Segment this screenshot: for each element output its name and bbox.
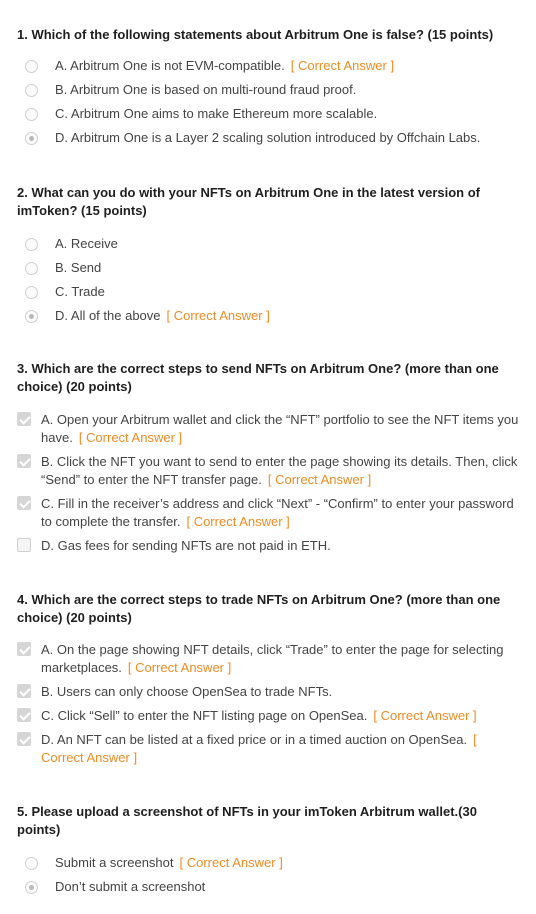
question-1 xyxy=(17,26,522,147)
option-2d[interactable] xyxy=(17,307,522,325)
correct-answer-marker: [ Correct Answer ] xyxy=(179,855,283,870)
option-label: B. Arbitrum One is based on multi-round fraud proof. xyxy=(55,82,357,97)
option-2a[interactable] xyxy=(17,235,522,253)
radio-button[interactable] xyxy=(25,84,38,97)
checkbox-checked[interactable] xyxy=(17,732,31,746)
option-label: B. Users can only choose OpenSea to trade NFTs. xyxy=(41,684,333,699)
option-2b[interactable] xyxy=(17,259,522,277)
radio-button[interactable] xyxy=(25,108,38,121)
option-label: D. Arbitrum One is a Layer 2 scaling solution introduced by Offchain Labs. xyxy=(55,130,481,145)
question-title: 3. Which are the correct steps to send NFTs on Arbitrum One? (more than one choice) (20 points) xyxy=(17,361,499,394)
radio-button[interactable] xyxy=(25,286,38,299)
correct-answer-marker: [ Correct Answer ] xyxy=(78,430,183,445)
correct-answer-marker: [ Correct Answer ] xyxy=(290,58,395,73)
question-title: 1. Which of the following statements about Arbitrum One is false? (15 points) xyxy=(17,27,494,42)
option-label: D. An NFT can be listed at a fixed price or in a timed auction on OpenSea. xyxy=(41,732,468,747)
option-label: C. Click “Sell” to enter the NFT listing page on OpenSea. xyxy=(41,708,368,723)
option-label: B. Send xyxy=(55,260,102,275)
radio-button-selected[interactable] xyxy=(25,881,38,894)
option-label: A. On the page showing NFT details, click “Trade” to enter the page for selecting marketplaces. xyxy=(41,642,504,675)
option-2c[interactable] xyxy=(17,283,522,301)
checkbox-checked[interactable] xyxy=(17,412,31,426)
option-label: B. Click the NFT you want to send to enter the page showing its details. Then, click “Send” to enter the NFT transfer page. xyxy=(41,454,518,487)
checkbox-checked[interactable] xyxy=(17,454,31,468)
option-label: A. Receive xyxy=(55,236,118,251)
option-label: C. Fill in the receiver’s address and click “Next” - “Confirm” to enter your password to complete the transfer. xyxy=(41,496,514,529)
option-label: C. Arbitrum One aims to make Ethereum more scalable. xyxy=(55,106,378,121)
correct-answer-marker: [ Correct Answer ] xyxy=(166,308,270,323)
question-5 xyxy=(17,803,522,896)
radio-button[interactable] xyxy=(25,857,38,870)
option-1c[interactable] xyxy=(17,105,522,123)
option-4a[interactable] xyxy=(17,641,522,677)
option-4b[interactable] xyxy=(17,683,522,701)
question-4 xyxy=(17,591,522,767)
checkbox-checked[interactable] xyxy=(17,684,31,698)
question-title: 5. Please upload a screenshot of NFTs in your imToken Arbitrum wallet.(30 points) xyxy=(17,804,477,837)
option-3d[interactable] xyxy=(17,537,522,555)
checkbox-checked[interactable] xyxy=(17,642,31,656)
option-label: A. Open your Arbitrum wallet and click the “NFT” portfolio to see the NFT items you have. xyxy=(41,412,519,445)
radio-button[interactable] xyxy=(25,262,38,275)
option-3a[interactable] xyxy=(17,411,522,447)
correct-answer-marker: [ Correct Answer ] xyxy=(267,472,372,487)
correct-answer-marker: [ Correct Answer ] xyxy=(41,732,477,765)
option-label: A. Arbitrum One is not EVM-compatible. xyxy=(55,58,285,73)
checkbox[interactable] xyxy=(17,538,31,552)
option-5b[interactable] xyxy=(17,878,522,896)
question-title: 4. Which are the correct steps to trade NFTs on Arbitrum One? (more than one choice) (20 points) xyxy=(17,592,501,625)
option-3b[interactable] xyxy=(17,453,522,489)
option-4d[interactable] xyxy=(17,731,522,767)
option-label: D. Gas fees for sending NFTs are not paid in ETH. xyxy=(41,538,331,553)
option-4c[interactable] xyxy=(17,707,522,725)
radio-button[interactable] xyxy=(25,238,38,251)
option-1a[interactable] xyxy=(17,57,522,75)
correct-answer-marker: [ Correct Answer ] xyxy=(373,708,477,723)
option-1d[interactable] xyxy=(17,129,522,147)
option-label: C. Trade xyxy=(55,284,105,299)
option-1b[interactable] xyxy=(17,81,522,99)
option-3c[interactable] xyxy=(17,495,522,531)
radio-button[interactable] xyxy=(25,60,38,73)
correct-answer-marker: [ Correct Answer ] xyxy=(127,660,232,675)
question-3 xyxy=(17,360,522,555)
option-label: Submit a screenshot xyxy=(55,855,174,870)
radio-button-selected[interactable] xyxy=(25,310,38,323)
checkbox-checked[interactable] xyxy=(17,708,31,722)
correct-answer-marker: [ Correct Answer ] xyxy=(186,514,290,529)
checkbox-checked[interactable] xyxy=(17,496,31,510)
question-title: 2. What can you do with your NFTs on Arbitrum One in the latest version of imToken? (15 points) xyxy=(17,185,480,218)
option-5a[interactable] xyxy=(17,854,522,872)
radio-button-selected[interactable] xyxy=(25,132,38,145)
question-2 xyxy=(17,184,522,325)
option-label: D. All of the above xyxy=(55,308,161,323)
option-label: Don’t submit a screenshot xyxy=(55,879,206,894)
